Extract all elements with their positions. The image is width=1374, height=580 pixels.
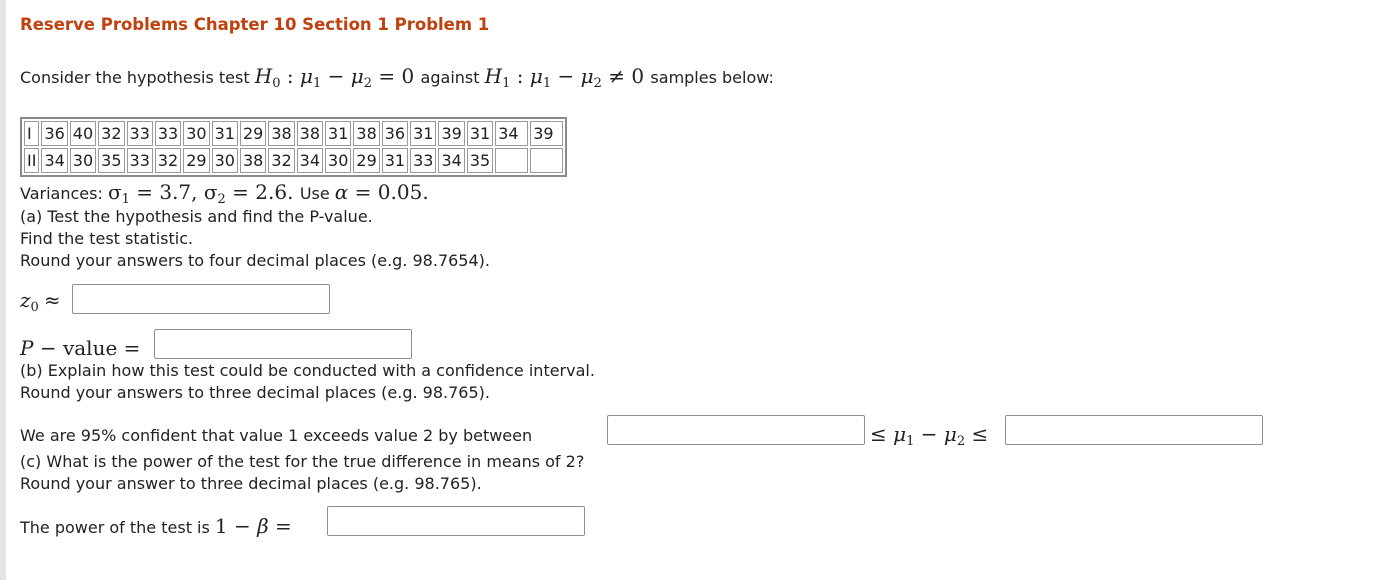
table-cell: 33: [127, 148, 153, 173]
table-cell: 29: [183, 148, 209, 173]
table-cell: 34: [41, 148, 67, 173]
alt-mu2: μ: [580, 64, 594, 88]
table-cell: 33: [410, 148, 436, 173]
power-expression: 1 −: [214, 514, 251, 538]
alpha-symbol: α: [334, 180, 349, 204]
table-cell: 38: [353, 121, 379, 146]
table-cell: 34: [495, 121, 528, 146]
ci-upper-input[interactable]: [1005, 415, 1263, 445]
row-label: I: [24, 121, 39, 146]
table-cell: 29: [353, 148, 379, 173]
confidence-statement: We are 95% confident that value 1 exceeds value 2 by between: [20, 426, 533, 445]
sigma-2: σ: [203, 180, 218, 204]
table-cell: [495, 148, 528, 173]
sigma-2-sub: 2: [217, 192, 226, 207]
table-cell: 36: [382, 121, 408, 146]
power-text: The power of the test is: [20, 518, 210, 537]
power-equals: =: [275, 514, 292, 538]
null-h: H: [254, 64, 273, 88]
ci-mu2: μ: [943, 422, 957, 446]
table-cell: 31: [467, 121, 493, 146]
z-symbol: z: [20, 288, 31, 312]
null-relation: = 0: [378, 64, 415, 88]
null-minus: −: [327, 64, 345, 88]
alt-mu2-sub: 2: [593, 76, 602, 91]
part-b-question: (b) Explain how this test could be conducted with a confidence interval.: [20, 361, 595, 380]
variance-2-value: = 2.6.: [232, 180, 294, 204]
ci-lower-input[interactable]: [607, 415, 865, 445]
ci-minus: −: [920, 422, 938, 446]
null-mu1-sub: 1: [312, 76, 322, 91]
alt-h: H: [484, 64, 503, 88]
table-cell: 32: [268, 148, 294, 173]
hypothesis-statement: [20, 66, 774, 90]
p-value-input[interactable]: [154, 329, 412, 359]
table-cell: 33: [155, 121, 181, 146]
null-mu2: μ: [350, 64, 364, 88]
table-cell: 35: [467, 148, 493, 173]
p-value-text: − value: [39, 336, 118, 360]
z-statistic-input[interactable]: [72, 284, 330, 314]
null-mu2-sub: 2: [363, 76, 372, 91]
variances-prefix: Variances:: [20, 184, 103, 203]
alt-colon: :: [516, 64, 524, 88]
table-cell: 30: [325, 148, 351, 173]
z-sub: 0: [30, 300, 39, 315]
power-input[interactable]: [327, 506, 585, 536]
p-equals: =: [123, 336, 141, 360]
intro-prefix: Consider the hypothesis test: [20, 68, 250, 87]
problem-content: [20, 0, 1374, 580]
table-cell: 30: [212, 148, 238, 173]
variance-1-value: = 3.7,: [136, 180, 198, 204]
alt-relation: ≠ 0: [608, 64, 645, 88]
table-cell: 38: [297, 121, 323, 146]
table-row: [24, 148, 563, 173]
sigma-1: σ: [107, 180, 122, 204]
table-cell: 29: [240, 121, 266, 146]
table-cell: 31: [410, 121, 436, 146]
problem-title: Reserve Problems Chapter 10 Section 1 Problem 1: [20, 15, 490, 34]
null-mu1: μ: [299, 64, 313, 88]
null-h-sub: 0: [272, 76, 281, 91]
table-cell: 35: [98, 148, 124, 173]
intro-suffix: samples below:: [650, 68, 774, 87]
sample-data-table: [20, 117, 567, 177]
row-label: II: [24, 148, 39, 173]
alt-minus: −: [557, 64, 575, 88]
table-cell: 31: [325, 121, 351, 146]
alt-h-sub: 1: [502, 76, 511, 91]
table-cell: 38: [268, 121, 294, 146]
table-cell: 34: [438, 148, 464, 173]
alt-mu1: μ: [529, 64, 543, 88]
left-border: [0, 0, 6, 580]
part-c-rounding: Round your answer to three decimal places (e.g. 98.765).: [20, 474, 482, 493]
table-cell: 39: [438, 121, 464, 146]
ci-mu1-sub: 1: [906, 434, 915, 449]
z-statistic-label: [20, 290, 61, 314]
part-a-rounding: Round your answers to four decimal places (e.g. 98.7654).: [20, 251, 490, 270]
table-cell: 34: [297, 148, 323, 173]
table-cell: 39: [530, 121, 563, 146]
table-cell: 30: [183, 121, 209, 146]
p-symbol: P: [20, 336, 34, 360]
variances-line: [20, 182, 429, 206]
ci-mu2-sub: 2: [956, 434, 966, 449]
intro-middle: against: [420, 68, 480, 87]
sigma-1-sub: 1: [121, 192, 130, 207]
alpha-value: = 0.05.: [354, 180, 429, 204]
table-cell: [530, 148, 563, 173]
null-hypothesis: [254, 64, 421, 91]
ci-inequality: [870, 424, 988, 448]
part-c-question: (c) What is the power of the test for the true difference in means of 2?: [20, 452, 585, 471]
ci-le-1: ≤: [870, 422, 887, 446]
table-cell: 38: [240, 148, 266, 173]
null-colon: :: [286, 64, 294, 88]
table-cell: 33: [127, 121, 153, 146]
table-row: [24, 121, 563, 146]
ci-le-2: ≤: [971, 422, 989, 446]
table-cell: 31: [212, 121, 238, 146]
alpha-expression: [335, 180, 429, 204]
table-cell: 36: [41, 121, 67, 146]
variance-1: [107, 180, 300, 207]
approx-sign: ≈: [43, 288, 61, 312]
table-cell: 32: [155, 148, 181, 173]
use-label: Use: [299, 184, 330, 203]
part-b-rounding: Round your answers to three decimal places (e.g. 98.765).: [20, 383, 490, 402]
p-value-label: [20, 338, 140, 360]
power-label: [20, 516, 292, 538]
table-cell: 32: [98, 121, 124, 146]
alt-hypothesis: [484, 64, 651, 91]
part-a-question: (a) Test the hypothesis and find the P-value.: [20, 207, 373, 226]
ci-mu1: μ: [893, 422, 907, 446]
table-cell: 30: [70, 148, 96, 173]
part-a-instruction: Find the test statistic.: [20, 229, 194, 248]
alt-mu1-sub: 1: [542, 76, 552, 91]
table-cell: 40: [70, 121, 96, 146]
table-cell: 31: [382, 148, 408, 173]
beta-symbol: β: [257, 514, 269, 538]
